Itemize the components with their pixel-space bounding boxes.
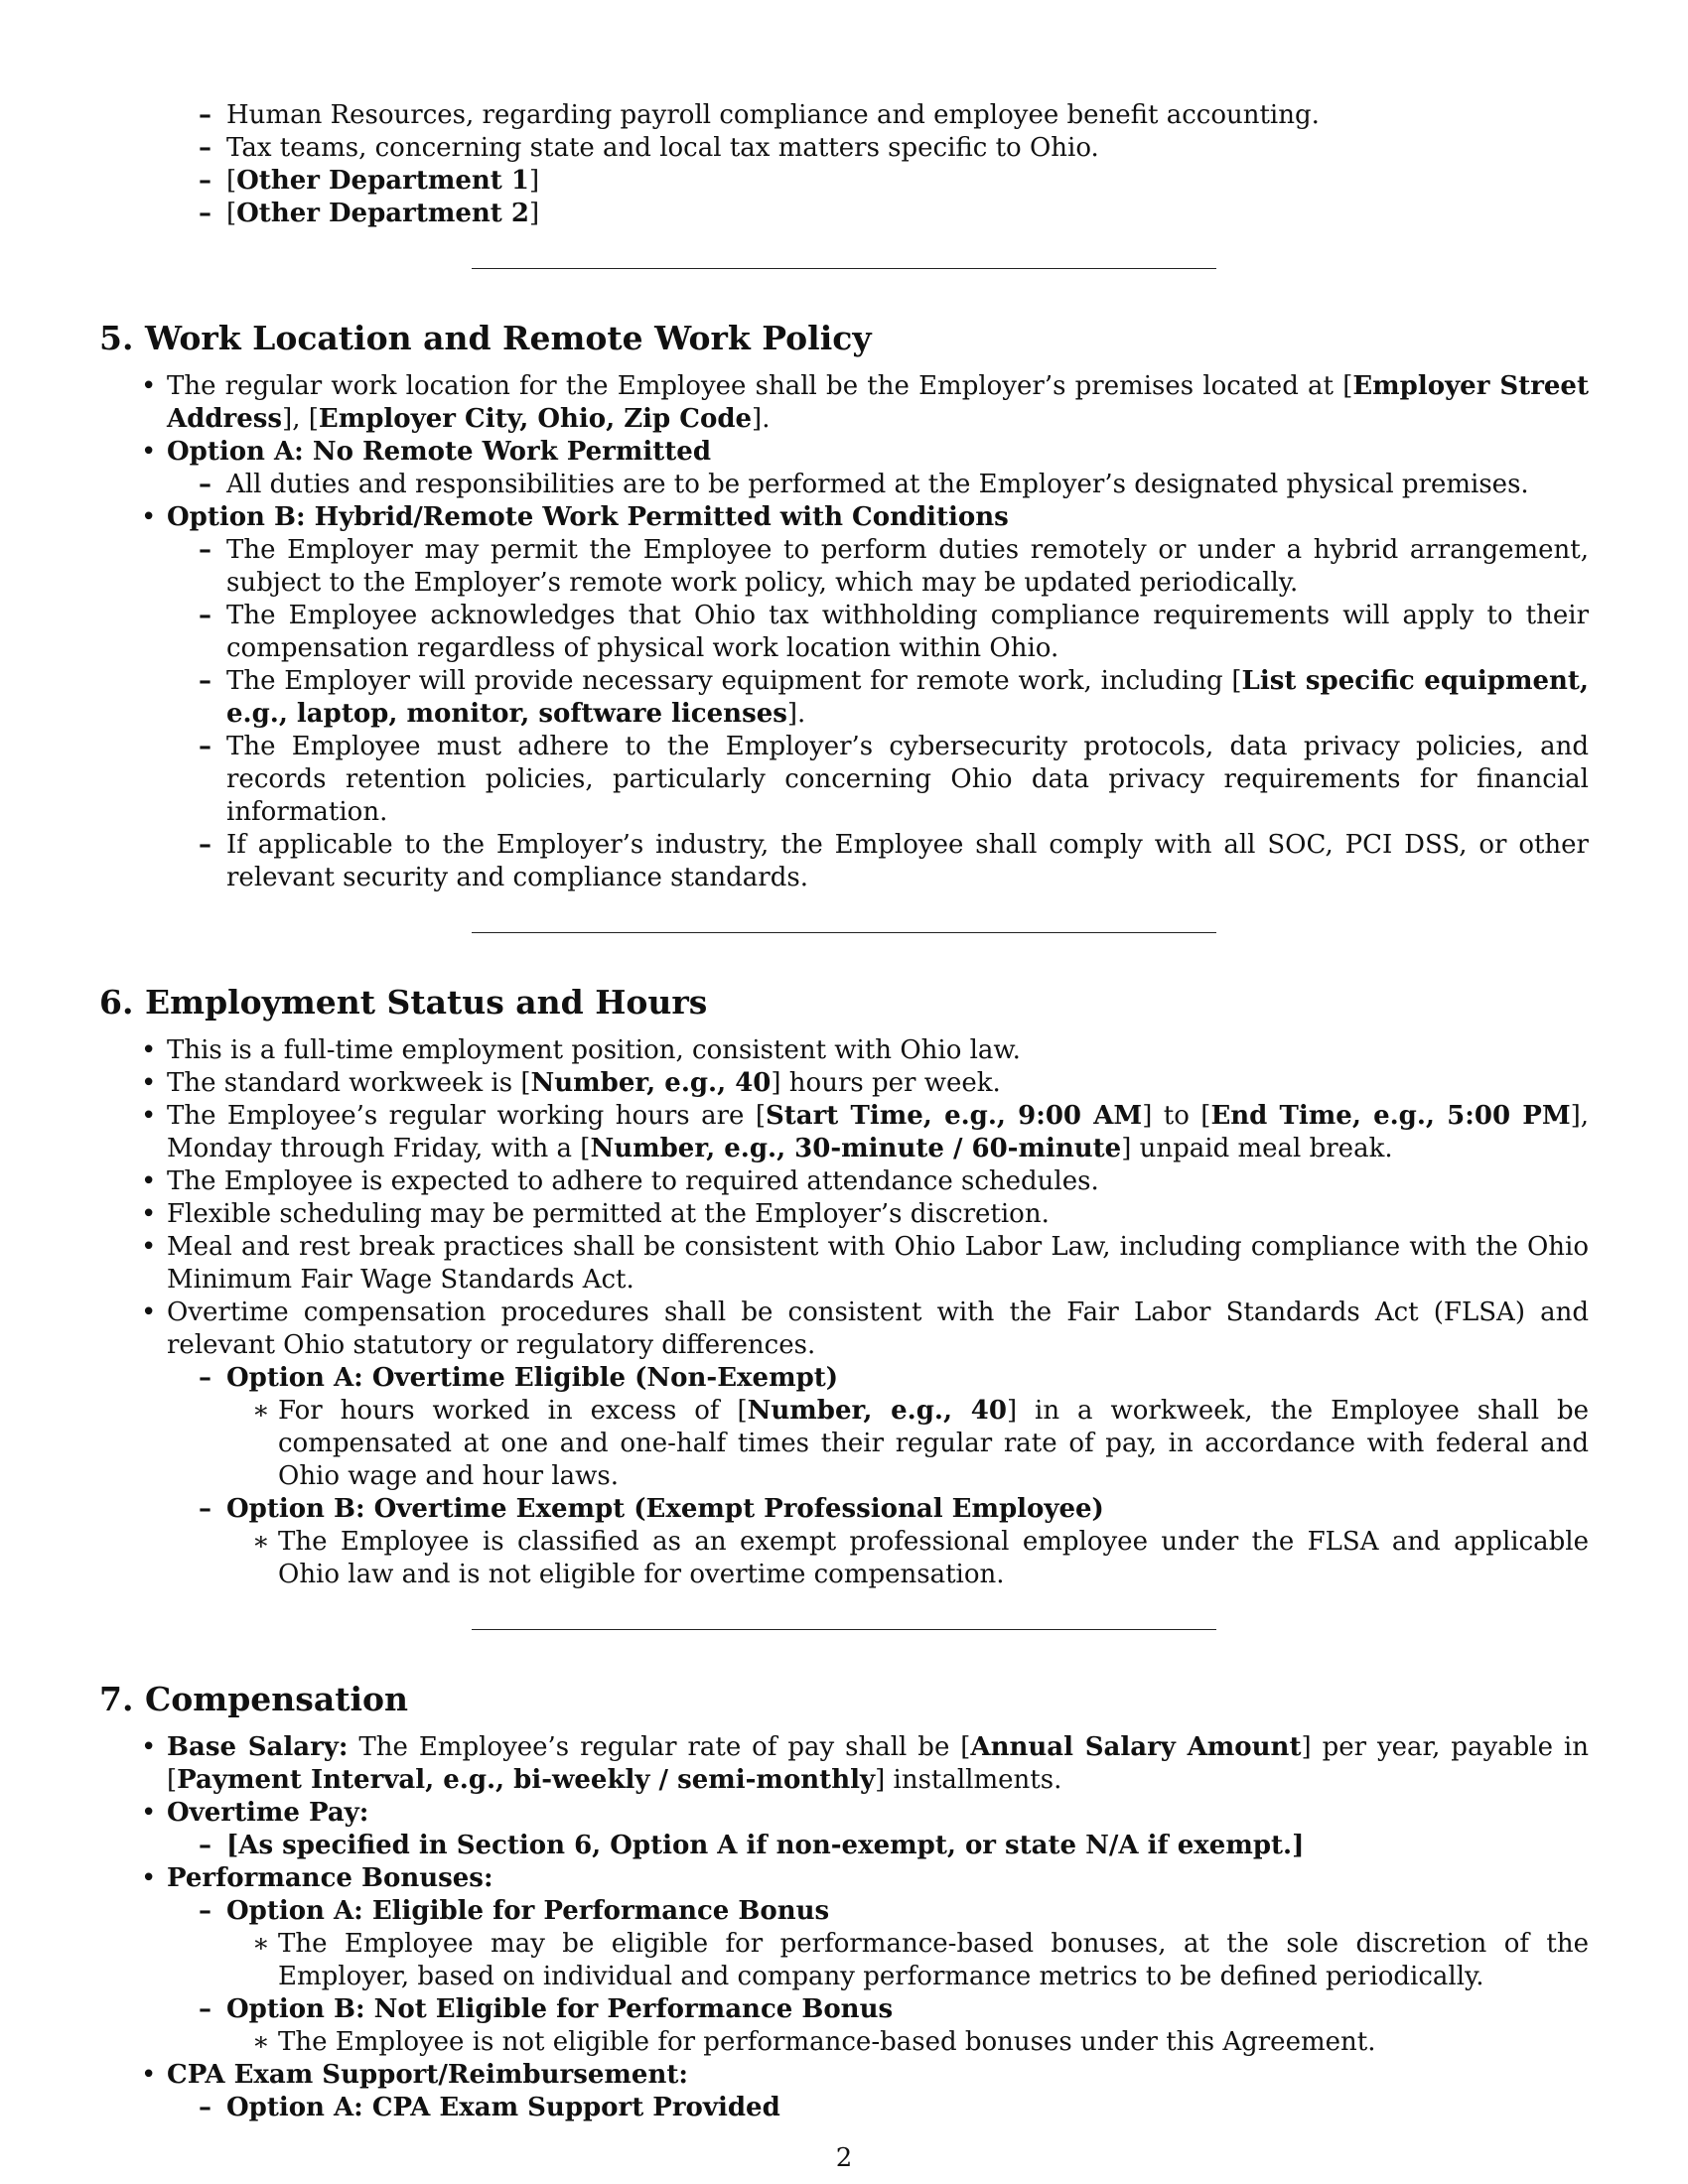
- list-item: – Option A: Overtime Eligible (Non-Exempt) ∗ For hours worked in excess of [Number, e.g., 40] in a workweek, the Employee shall be compensated at one and one-half times their regular rate of pay, in accordance with federal and Ohio wage and hour laws.: [167, 1362, 1589, 1493]
- list-item: • Flexible scheduling may be permitted at the Employer’s discretion.: [99, 1198, 1589, 1231]
- list-item: • Performance Bonuses: – Option A: Eligible for Performance Bonus ∗ The Employee may be eligible for performance-based bonuses, at the sole discretion of the Employer, based on individual and company performance metrics to be defined periodically. – Option B: Not Eligible for Performance Bonus ∗ The Employee is not eligible for performance-based bonuses under this Agreement.: [99, 1862, 1589, 2059]
- list-item: • Option B: Hybrid/Remote Work Permitted with Conditions – The Employer may permit the Employee to perform duties remotely or under a hybrid arrangement, subject to the Employer’s remote work policy, which may be updated periodically. – The Employee acknowledges that Ohio tax withholding compliance requirements will apply to their compensation regardless of physical work location within Ohio. – The Employer will provide necessary equipment for remote work, including [List specific equipment, e.g., laptop, monitor, software licenses]. – The Employee must adhere to the Employer’s cybersecurity protocols, data privacy policies, and records retention policies, particularly concerning Ohio data privacy requirements for financial information. – If applicable to the Employer’s industry, the Employee shall comply with all SOC, PCI DSS, or other relevant security and compliance standards.: [99, 501, 1589, 894]
- list-item: – The Employer may permit the Employee to perform duties remotely or under a hybrid arrangement, subject to the Employer’s remote work policy, which may be updated periodically.: [167, 534, 1589, 600]
- list-item: – Human Resources, regarding payroll compliance and employee benefit accounting.: [167, 99, 1589, 132]
- list-item: – [Other Department 1]: [167, 165, 1589, 198]
- list-item: – Option B: Not Eligible for Performance Bonus ∗ The Employee is not eligible for performance-based bonuses under this Agreement.: [167, 1993, 1589, 2059]
- list-item: – Option A: Eligible for Performance Bonus ∗ The Employee may be eligible for performance-based bonuses, at the sole discretion of the Employer, based on individual and company performance metrics to be defined periodically.: [167, 1895, 1589, 1993]
- list-item: • The regular work location for the Employee shall be the Employer’s premises located at [Employer Street Address], [Employer City, Ohio, Zip Code].: [99, 370, 1589, 436]
- list-item: • This is a full-time employment position, consistent with Ohio law.: [99, 1034, 1589, 1067]
- list-item: ∗ For hours worked in excess of [Number, e.g., 40] in a workweek, the Employee shall be compensated at one and one-half times their regular rate of pay, in accordance with federal and Ohio wage and hour laws.: [226, 1395, 1589, 1493]
- section-heading-5: 5. Work Location and Remote Work Policy: [99, 319, 872, 357]
- list-item: – [Other Department 2]: [167, 198, 1589, 230]
- section-heading-6: 6. Employment Status and Hours: [99, 983, 708, 1022]
- list-item: ∗ The Employee may be eligible for performance-based bonuses, at the sole discretion of the Employer, based on individual and company performance metrics to be defined periodically.: [226, 1928, 1589, 1993]
- list-item: – [As specified in Section 6, Option A if non-exempt, or state N/A if exempt.]: [167, 1830, 1589, 1862]
- list-item: ∗ The Employee is not eligible for performance-based bonuses under this Agreement.: [226, 2026, 1589, 2059]
- list-item: – The Employer will provide necessary equipment for remote work, including [List specific equipment, e.g., laptop, monitor, software licenses].: [167, 665, 1589, 731]
- section-heading-7: 7. Compensation: [99, 1680, 408, 1718]
- department-list: [99, 99, 1589, 230]
- section-6-list: [99, 1034, 1589, 1591]
- document-page: [99, 99, 1589, 2124]
- list-item: • The Employee’s regular working hours are [Start Time, e.g., 9:00 AM] to [End Time, e.g., 5:00 PM], Monday through Friday, with a [Number, e.g., 30-minute / 60-minute] unpaid meal break.: [99, 1100, 1589, 1165]
- list-item: • CPA Exam Support/Reimbursement: – Option A: CPA Exam Support Provided: [99, 2059, 1589, 2124]
- list-item: ∗ The Employee is classified as an exempt professional employee under the FLSA and applicable Ohio law and is not eligible for overtime compensation.: [226, 1526, 1589, 1591]
- placeholder: Other Department 2: [236, 199, 529, 228]
- list-item: • The standard workweek is [Number, e.g., 40] hours per week.: [99, 1067, 1589, 1100]
- list-item: • Overtime compensation procedures shall be consistent with the Fair Labor Standards Act (FLSA) and relevant Ohio statutory or regulatory differences. – Option A: Overtime Eligible (Non-Exempt) ∗ For hours worked in excess of [Number, e.g., 40] in a workweek, the Employee shall be compensated at one and one-half times their regular rate of pay, in accordance with federal and Ohio wage and hour laws. – Option B: Overtime Exempt (Exempt Professional Employee) ∗ The Employee is classified as an exempt professional employee under the FLSA and applicable Ohio law and is not eligible for overtime compensation.: [99, 1297, 1589, 1591]
- list-item: – The Employee must adhere to the Employer’s cybersecurity protocols, data privacy policies, and records retention policies, particularly concerning Ohio data privacy requirements for financial information.: [167, 731, 1589, 829]
- list-item: • Meal and rest break practices shall be consistent with Ohio Labor Law, including compliance with the Ohio Minimum Fair Wage Standards Act.: [99, 1231, 1589, 1297]
- section-7-list: [99, 1731, 1589, 2124]
- list-item: – Option A: CPA Exam Support Provided: [167, 2092, 1589, 2124]
- list-item: – Tax teams, concerning state and local tax matters specific to Ohio.: [167, 132, 1589, 165]
- list-item: – Option B: Overtime Exempt (Exempt Professional Employee) ∗ The Employee is classified as an exempt professional employee under the FLSA and applicable Ohio law and is not eligible for overtime compensation.: [167, 1493, 1589, 1591]
- page-number: 2: [835, 2143, 853, 2173]
- list-item: • Option A: No Remote Work Permitted – All duties and responsibilities are to be performed at the Employer’s designated physical premises.: [99, 436, 1589, 501]
- list-item: • Overtime Pay: – [As specified in Section 6, Option A if non-exempt, or state N/A if exempt.]: [99, 1797, 1589, 1862]
- section-5-list: [99, 370, 1589, 894]
- list-item: • Base Salary: The Employee’s regular rate of pay shall be [Annual Salary Amount] per year, payable in [Payment Interval, e.g., bi-weekly / semi-monthly] installments.: [99, 1731, 1589, 1797]
- list-item: • The Employee is expected to adhere to required attendance schedules.: [99, 1165, 1589, 1198]
- list-item: – If applicable to the Employer’s industry, the Employee shall comply with all SOC, PCI DSS, or other relevant security and compliance standards.: [167, 829, 1589, 894]
- placeholder: Other Department 1: [236, 166, 529, 196]
- list-item: – All duties and responsibilities are to be performed at the Employer’s designated physical premises.: [167, 469, 1589, 501]
- list-item: – The Employee acknowledges that Ohio tax withholding compliance requirements will apply to their compensation regardless of physical work location within Ohio.: [167, 600, 1589, 665]
